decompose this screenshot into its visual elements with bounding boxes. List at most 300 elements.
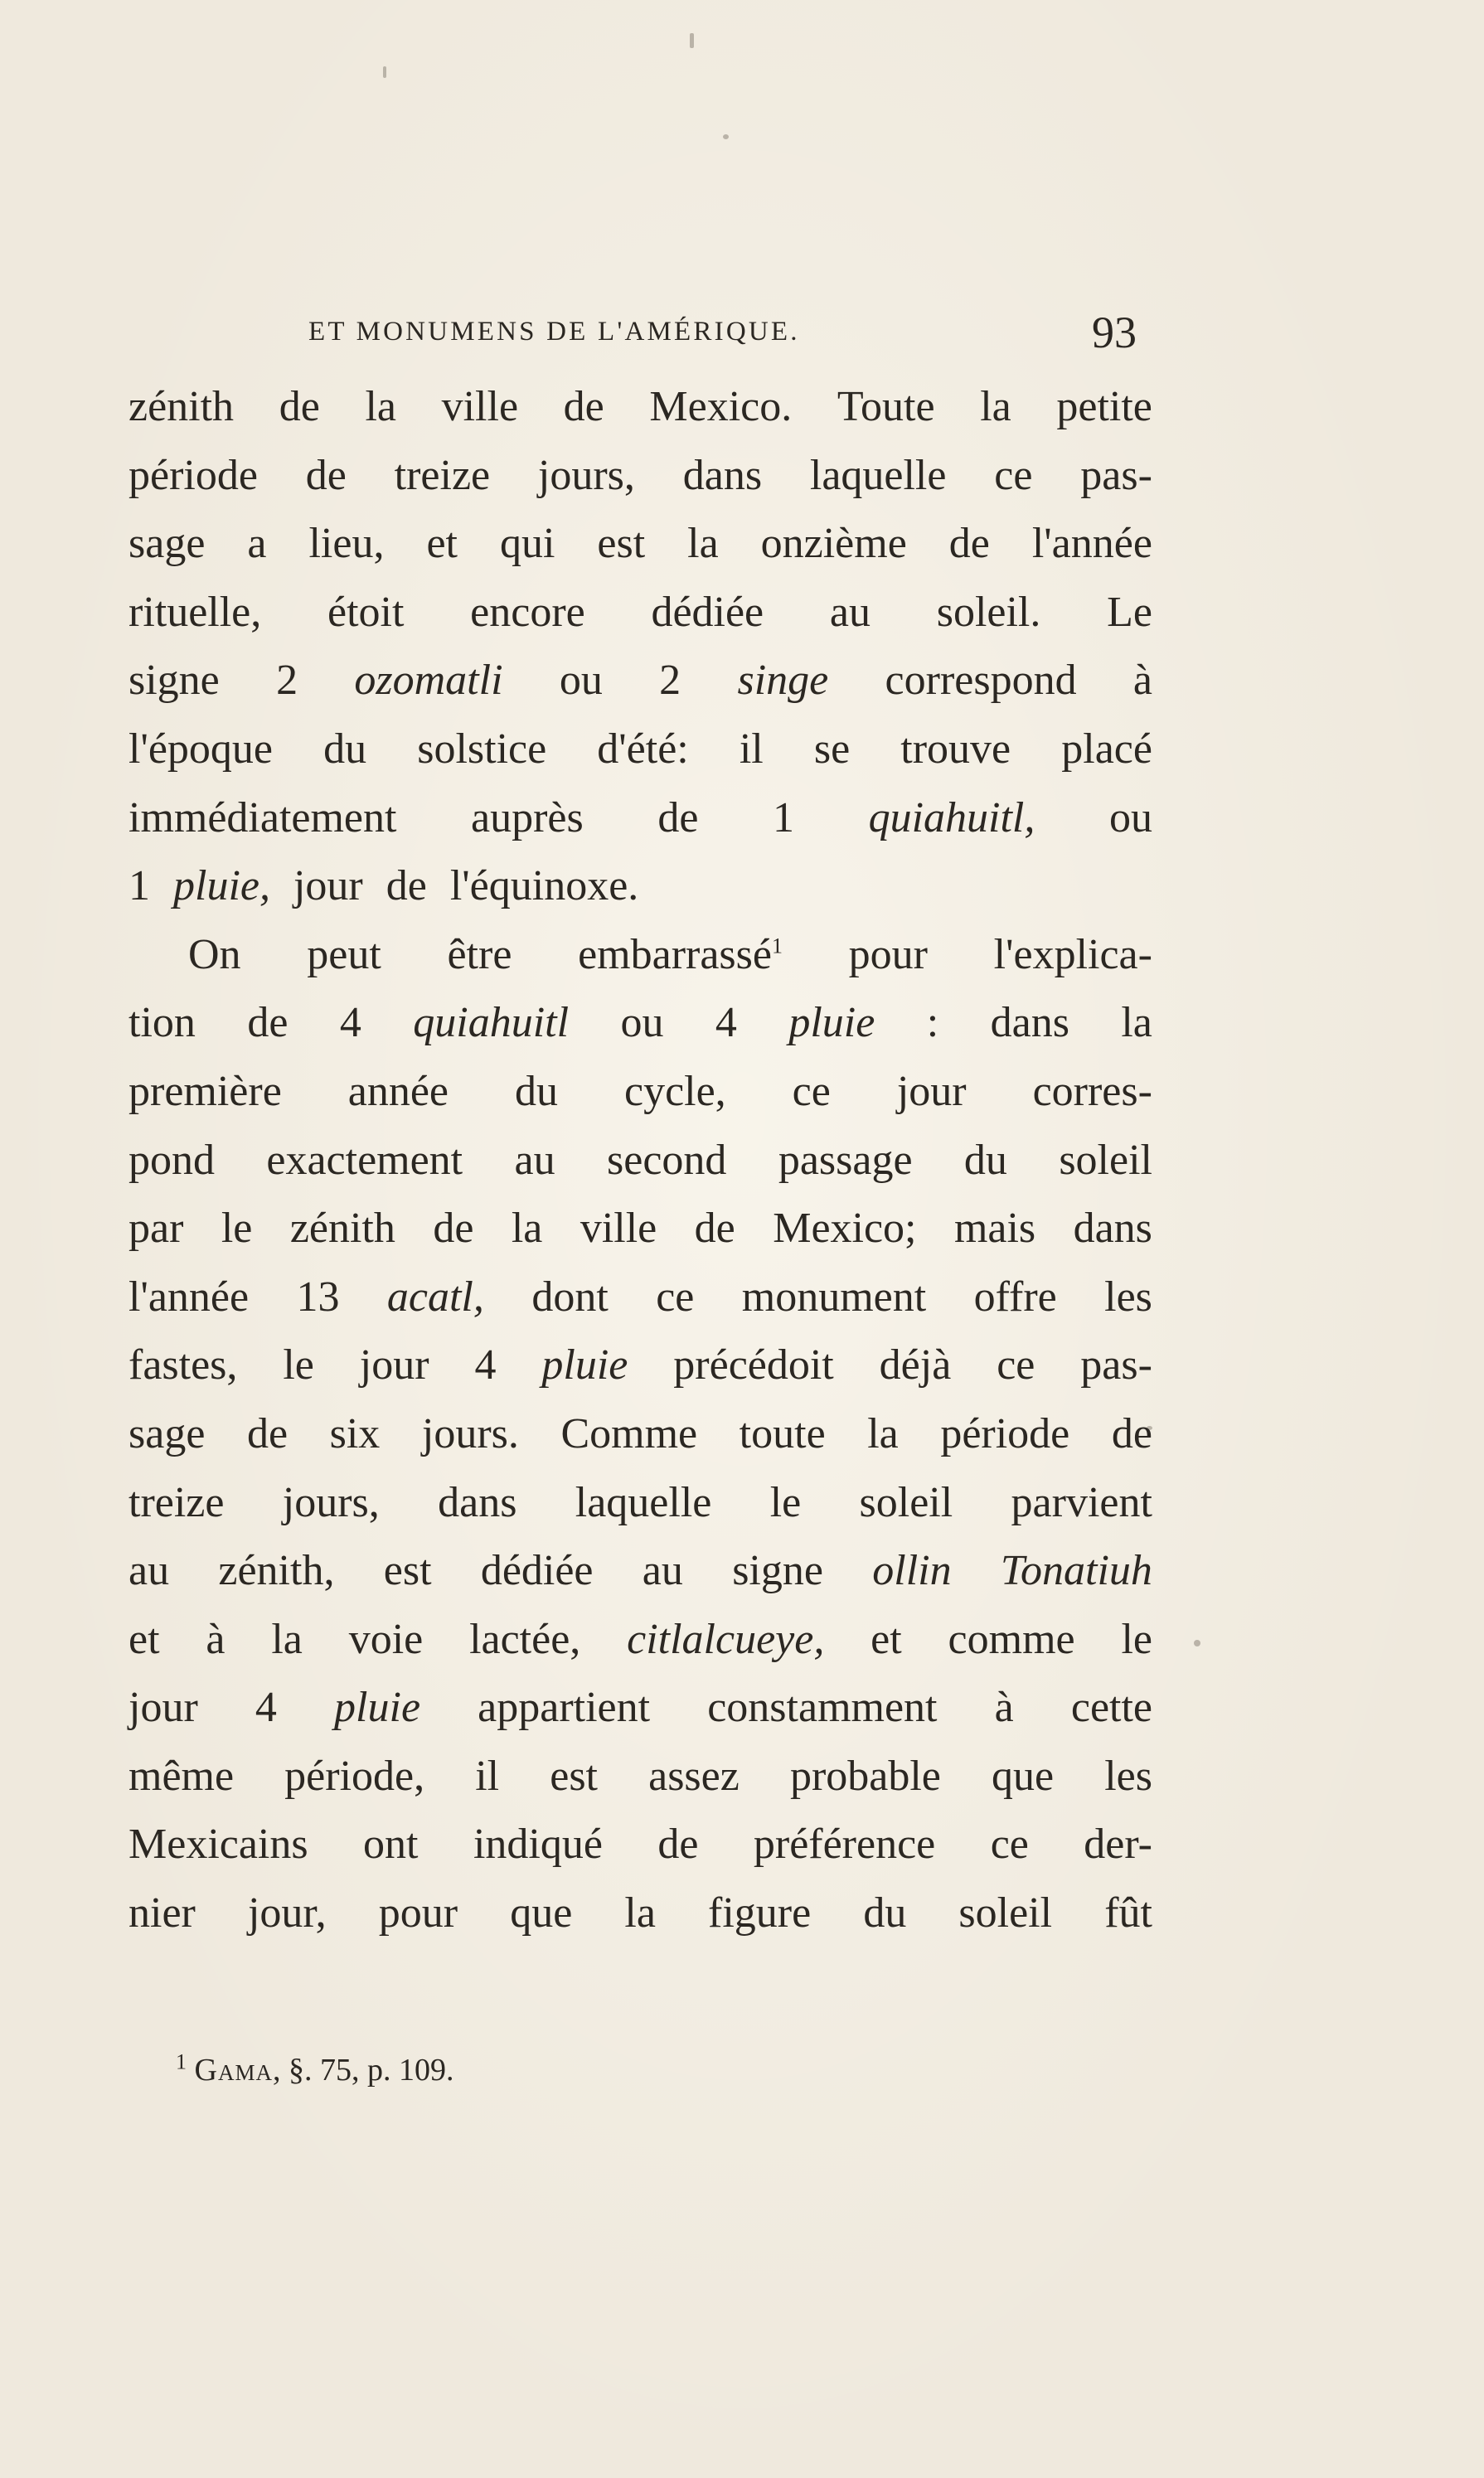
text-run: l'année (1031, 520, 1152, 568)
word (1109, 784, 1152, 853)
word (754, 1811, 935, 1879)
word (867, 1400, 899, 1469)
text-run: Comme (560, 1409, 698, 1457)
text-run: les (1104, 1273, 1152, 1321)
word (276, 647, 298, 715)
text-run: laquelle (809, 451, 947, 499)
word (656, 1263, 694, 1332)
word (129, 989, 196, 1058)
text-run: comme (948, 1615, 1075, 1663)
italic-term: ollin (872, 1547, 952, 1595)
word (307, 921, 381, 990)
text-run: soleil (1059, 1136, 1152, 1184)
word (742, 1263, 926, 1332)
body-text (129, 373, 1152, 1948)
word (1011, 1469, 1152, 1538)
text-run: : (926, 999, 939, 1047)
word (643, 1537, 683, 1606)
word (708, 1879, 811, 1948)
word (129, 784, 396, 853)
text-line (129, 442, 1152, 511)
word (1061, 715, 1152, 784)
word (247, 1400, 288, 1469)
text-run: sage (129, 520, 206, 568)
word (340, 989, 361, 1058)
text-line (129, 1331, 1152, 1400)
text-line (129, 1195, 1152, 1263)
text-run: cette (1070, 1684, 1152, 1732)
text-run: peut (307, 930, 381, 978)
text-run: exactement (266, 1136, 463, 1184)
word (129, 1469, 224, 1538)
text-run: treize (129, 1478, 225, 1526)
word (206, 1606, 225, 1675)
word (980, 373, 1011, 442)
word (248, 1879, 327, 1948)
italic-term: citlalcueye, (627, 1615, 825, 1663)
text-run: petite (1056, 383, 1152, 430)
word (386, 852, 439, 921)
text-run: pond (129, 1136, 215, 1184)
word (1032, 510, 1152, 579)
text-run: dédiée (651, 588, 764, 636)
word (129, 1195, 183, 1263)
running-head: ET MONUMENS DE L'AMÉRIQUE. (308, 317, 800, 347)
word (478, 1674, 650, 1743)
word (578, 921, 783, 990)
text-run: au (129, 1547, 170, 1595)
italic-term: pluie (788, 999, 875, 1047)
text-run: le (769, 1478, 802, 1526)
text-run: de (694, 1205, 735, 1253)
text-line (129, 647, 1152, 715)
text-run: à (994, 1684, 1014, 1732)
word (897, 1058, 967, 1127)
text-line (129, 373, 1152, 442)
word (1056, 373, 1152, 442)
text-line (129, 1674, 1152, 1743)
word (687, 510, 719, 579)
word (1133, 647, 1152, 715)
text-run: les (1104, 1752, 1152, 1800)
word (129, 1127, 215, 1195)
text-run: Le (1107, 588, 1152, 636)
text-run: ou (1108, 793, 1152, 841)
text-run: pas- (1080, 1341, 1152, 1389)
text-run: la (624, 1889, 656, 1937)
text-run: jour (896, 1067, 967, 1115)
word (413, 989, 569, 1058)
word (481, 1537, 594, 1606)
word (129, 510, 205, 579)
text-run: soleil (859, 1478, 953, 1526)
word (450, 852, 650, 921)
text-run: au (642, 1547, 683, 1595)
text-line (129, 1879, 1152, 1948)
word (395, 442, 490, 511)
word (473, 1811, 603, 1879)
text-run: de (563, 383, 604, 430)
word (1071, 1674, 1152, 1743)
text-run: la (687, 520, 719, 568)
text-run: figure (708, 1889, 812, 1937)
word (271, 1606, 303, 1675)
text-run: lactée, (469, 1615, 581, 1663)
word (869, 784, 1035, 853)
word (1107, 579, 1152, 647)
italic-term: acatl, (386, 1273, 484, 1321)
word (790, 1743, 941, 1811)
word (991, 989, 1069, 1058)
text-run: le (221, 1205, 253, 1253)
word (327, 579, 404, 647)
word (788, 989, 875, 1058)
word (1033, 1058, 1152, 1127)
italic-term: pluie (334, 1684, 421, 1732)
text-run: fût (1104, 1889, 1152, 1937)
italic-term: pluie, (173, 862, 270, 910)
word (188, 921, 241, 990)
text-run: 4 (474, 1341, 497, 1389)
word (597, 715, 688, 784)
word (129, 1879, 196, 1948)
italic-term: quiahuitl, (868, 793, 1035, 841)
text-line (129, 784, 1152, 853)
word (627, 1606, 824, 1675)
text-run: appartient (478, 1684, 651, 1732)
footnote-reference: , §. 75, p. 109. (272, 2053, 454, 2088)
text-run: jour (129, 1684, 198, 1732)
word (515, 1127, 555, 1195)
text-run: immédiatement (129, 793, 397, 841)
text-run: trouve (900, 725, 1011, 773)
word (740, 715, 764, 784)
text-run: soleil (958, 1889, 1053, 1937)
text-run: ce (656, 1273, 695, 1321)
word (379, 1879, 458, 1948)
word (871, 1606, 902, 1675)
word (937, 579, 1041, 647)
text-run: rituelle, (129, 588, 262, 636)
paper-speck (383, 66, 386, 78)
text-run: et (426, 520, 458, 568)
text-run: première (129, 1067, 282, 1115)
word (387, 1263, 484, 1332)
page-header (308, 307, 1179, 365)
footnote-author: Gama (194, 2053, 273, 2088)
text-run: lieu, (308, 520, 385, 568)
text-run: de (657, 793, 699, 841)
word (129, 852, 162, 921)
word (129, 1743, 234, 1811)
word (624, 1879, 656, 1948)
text-run: que (991, 1752, 1055, 1800)
word (129, 442, 258, 511)
word (475, 1743, 499, 1811)
text-run: jour (293, 862, 363, 910)
word (531, 1263, 608, 1332)
text-run: sage (129, 1409, 206, 1457)
text-run: pour (848, 930, 928, 978)
word (964, 1127, 1007, 1195)
text-run: laquelle (575, 1478, 712, 1526)
word (958, 1879, 1052, 1948)
text-run: correspond (885, 657, 1077, 705)
text-run: solstice (417, 725, 547, 773)
word (995, 1674, 1014, 1743)
word (624, 1058, 726, 1127)
word (863, 1879, 906, 1948)
text-run: d'été: (597, 725, 689, 773)
text-run: 4 (255, 1684, 277, 1732)
text-line (129, 852, 1152, 921)
word (293, 852, 375, 921)
text-run: à (1132, 657, 1152, 705)
text-run: de (433, 1205, 474, 1253)
word (296, 1263, 339, 1332)
word (354, 647, 502, 715)
footnote-ref-marker: 1 (771, 933, 783, 958)
word (778, 1127, 913, 1195)
text-run: la (271, 1615, 303, 1663)
text-run: corres- (1032, 1067, 1152, 1115)
paper-speck (1194, 1640, 1200, 1646)
text-run: dont (531, 1273, 609, 1321)
text-run: de (305, 451, 347, 499)
word (814, 715, 850, 784)
text-run: embarrassé (578, 930, 772, 978)
text-run: 13 (296, 1273, 340, 1321)
text-run: l'équinoxe. (449, 862, 639, 910)
text-run: ville (441, 383, 519, 430)
word (580, 1195, 657, 1263)
word (510, 1879, 572, 1948)
text-run: l'époque (129, 725, 273, 773)
text-run: la (867, 1409, 899, 1457)
word (471, 784, 584, 853)
text-run: pas- (1080, 451, 1152, 499)
text-run: du (863, 1889, 907, 1937)
text-run: placé (1061, 725, 1152, 773)
italic-term: singe (737, 657, 829, 705)
word (422, 1400, 519, 1469)
word (279, 373, 320, 442)
word (673, 1331, 833, 1400)
word (474, 1331, 496, 1400)
text-run: de (948, 520, 990, 568)
text-run: au (514, 1136, 555, 1184)
text-run: passage (778, 1136, 913, 1184)
text-run: le (283, 1341, 314, 1389)
word (512, 1195, 543, 1263)
paper-speck (690, 33, 694, 48)
text-run: fastes, (129, 1341, 238, 1389)
text-run: Mexico; (773, 1205, 917, 1253)
word (1001, 1537, 1152, 1606)
text-run: ce (994, 451, 1033, 499)
word (349, 1606, 424, 1675)
word (334, 1674, 420, 1743)
text-run: tion (129, 999, 196, 1047)
word (732, 1537, 823, 1606)
text-run: par (129, 1205, 184, 1253)
word (384, 1537, 432, 1606)
text-run: période, (284, 1752, 425, 1800)
word (129, 579, 261, 647)
text-run: le (1121, 1615, 1152, 1663)
text-run: Mexicains (129, 1821, 308, 1869)
text-run: indiqué (473, 1821, 603, 1869)
text-run: jours. (421, 1409, 519, 1457)
word (810, 442, 947, 511)
page-number: 93 (1092, 308, 1137, 357)
word (173, 852, 282, 921)
text-run: pour (378, 1889, 458, 1937)
word (500, 510, 555, 579)
text-run: signe (732, 1547, 823, 1595)
word (575, 1469, 712, 1538)
text-run: jour, (247, 1889, 327, 1937)
word (129, 1331, 237, 1400)
word (283, 1331, 314, 1400)
word (363, 1811, 418, 1879)
text-run: ou (620, 999, 664, 1047)
word (927, 989, 938, 1058)
word (129, 1811, 308, 1879)
text-run: même (129, 1752, 235, 1800)
text-run: voie (348, 1615, 424, 1663)
text-run: ce (997, 1341, 1035, 1389)
word (330, 1400, 381, 1469)
word (860, 1469, 953, 1538)
word (417, 715, 546, 784)
text-run: cycle, (623, 1067, 726, 1115)
word (1084, 1811, 1152, 1879)
text-run: jours, (282, 1478, 380, 1526)
text-run: précédoit (673, 1341, 834, 1389)
word (900, 715, 1011, 784)
word (837, 373, 935, 442)
text-run: étoit (327, 588, 405, 636)
word (560, 1400, 697, 1469)
word (659, 647, 681, 715)
word (849, 921, 928, 990)
text-run: dans (1073, 1205, 1152, 1253)
word (365, 373, 396, 442)
word (761, 510, 907, 579)
word (308, 510, 384, 579)
word (1074, 1195, 1152, 1263)
text-line (129, 1127, 1152, 1195)
word (793, 1058, 831, 1127)
word (1104, 1743, 1152, 1811)
text-line (129, 510, 1152, 579)
text-run: dans (990, 999, 1069, 1047)
text-line (129, 715, 1152, 784)
text-run: période (129, 451, 258, 499)
text-run: et (871, 1615, 902, 1663)
word (129, 715, 273, 784)
text-run: a (247, 520, 267, 568)
word (283, 1469, 380, 1538)
word (541, 1331, 628, 1400)
text-run: constamment (707, 1684, 938, 1732)
text-run: de (657, 1821, 699, 1869)
text-run: soleil. (936, 588, 1041, 636)
word (1121, 989, 1152, 1058)
word (997, 1331, 1035, 1400)
text-run: ville (580, 1205, 657, 1253)
text-run: et (129, 1615, 160, 1663)
text-run: il (739, 725, 764, 773)
word (360, 1331, 429, 1400)
word (1080, 442, 1152, 511)
text-run: auprès (471, 793, 584, 841)
word (129, 647, 220, 715)
italic-term: ozomatli (354, 657, 503, 705)
word (880, 1331, 952, 1400)
word (940, 1400, 1069, 1469)
text-run: dans (438, 1478, 517, 1526)
word (129, 1400, 205, 1469)
text-run: du (323, 725, 367, 773)
text-run: jour (359, 1341, 429, 1389)
word (129, 1537, 169, 1606)
word (770, 1469, 802, 1538)
text-run: signe (129, 657, 220, 705)
word (438, 1469, 516, 1538)
text-line (129, 921, 1152, 990)
word (773, 1195, 916, 1263)
word (872, 1537, 951, 1606)
word (218, 1537, 334, 1606)
text-run: nier (129, 1889, 196, 1937)
word (560, 647, 603, 715)
word (737, 647, 828, 715)
word (657, 784, 698, 853)
word (695, 1195, 735, 1263)
text-run: période (940, 1409, 1070, 1457)
text-run: zénith (129, 383, 235, 430)
word (651, 579, 764, 647)
text-run: l'année (129, 1273, 250, 1321)
word (974, 1263, 1057, 1332)
word (426, 510, 458, 579)
text-run: offre (973, 1273, 1057, 1321)
text-run: On (188, 930, 241, 978)
text-run: que (510, 1889, 573, 1937)
text-run: 4 (715, 999, 737, 1047)
text-run: est (383, 1547, 432, 1595)
word (348, 1058, 449, 1127)
text-line (129, 1743, 1152, 1811)
text-run: la (1121, 999, 1152, 1047)
text-run: dans (682, 451, 763, 499)
text-run: treize (394, 451, 491, 499)
word (255, 1674, 277, 1743)
footnote-marker: 1 (176, 2049, 187, 2074)
text-run: parvient (1011, 1478, 1152, 1526)
text-run: la (365, 383, 396, 430)
text-run: second (607, 1136, 727, 1184)
word (607, 1127, 726, 1195)
text-run: du (963, 1136, 1007, 1184)
word (1104, 1263, 1152, 1332)
text-run: 1 (129, 862, 150, 910)
word (129, 373, 234, 442)
word (1080, 1331, 1152, 1400)
word (284, 1743, 424, 1811)
